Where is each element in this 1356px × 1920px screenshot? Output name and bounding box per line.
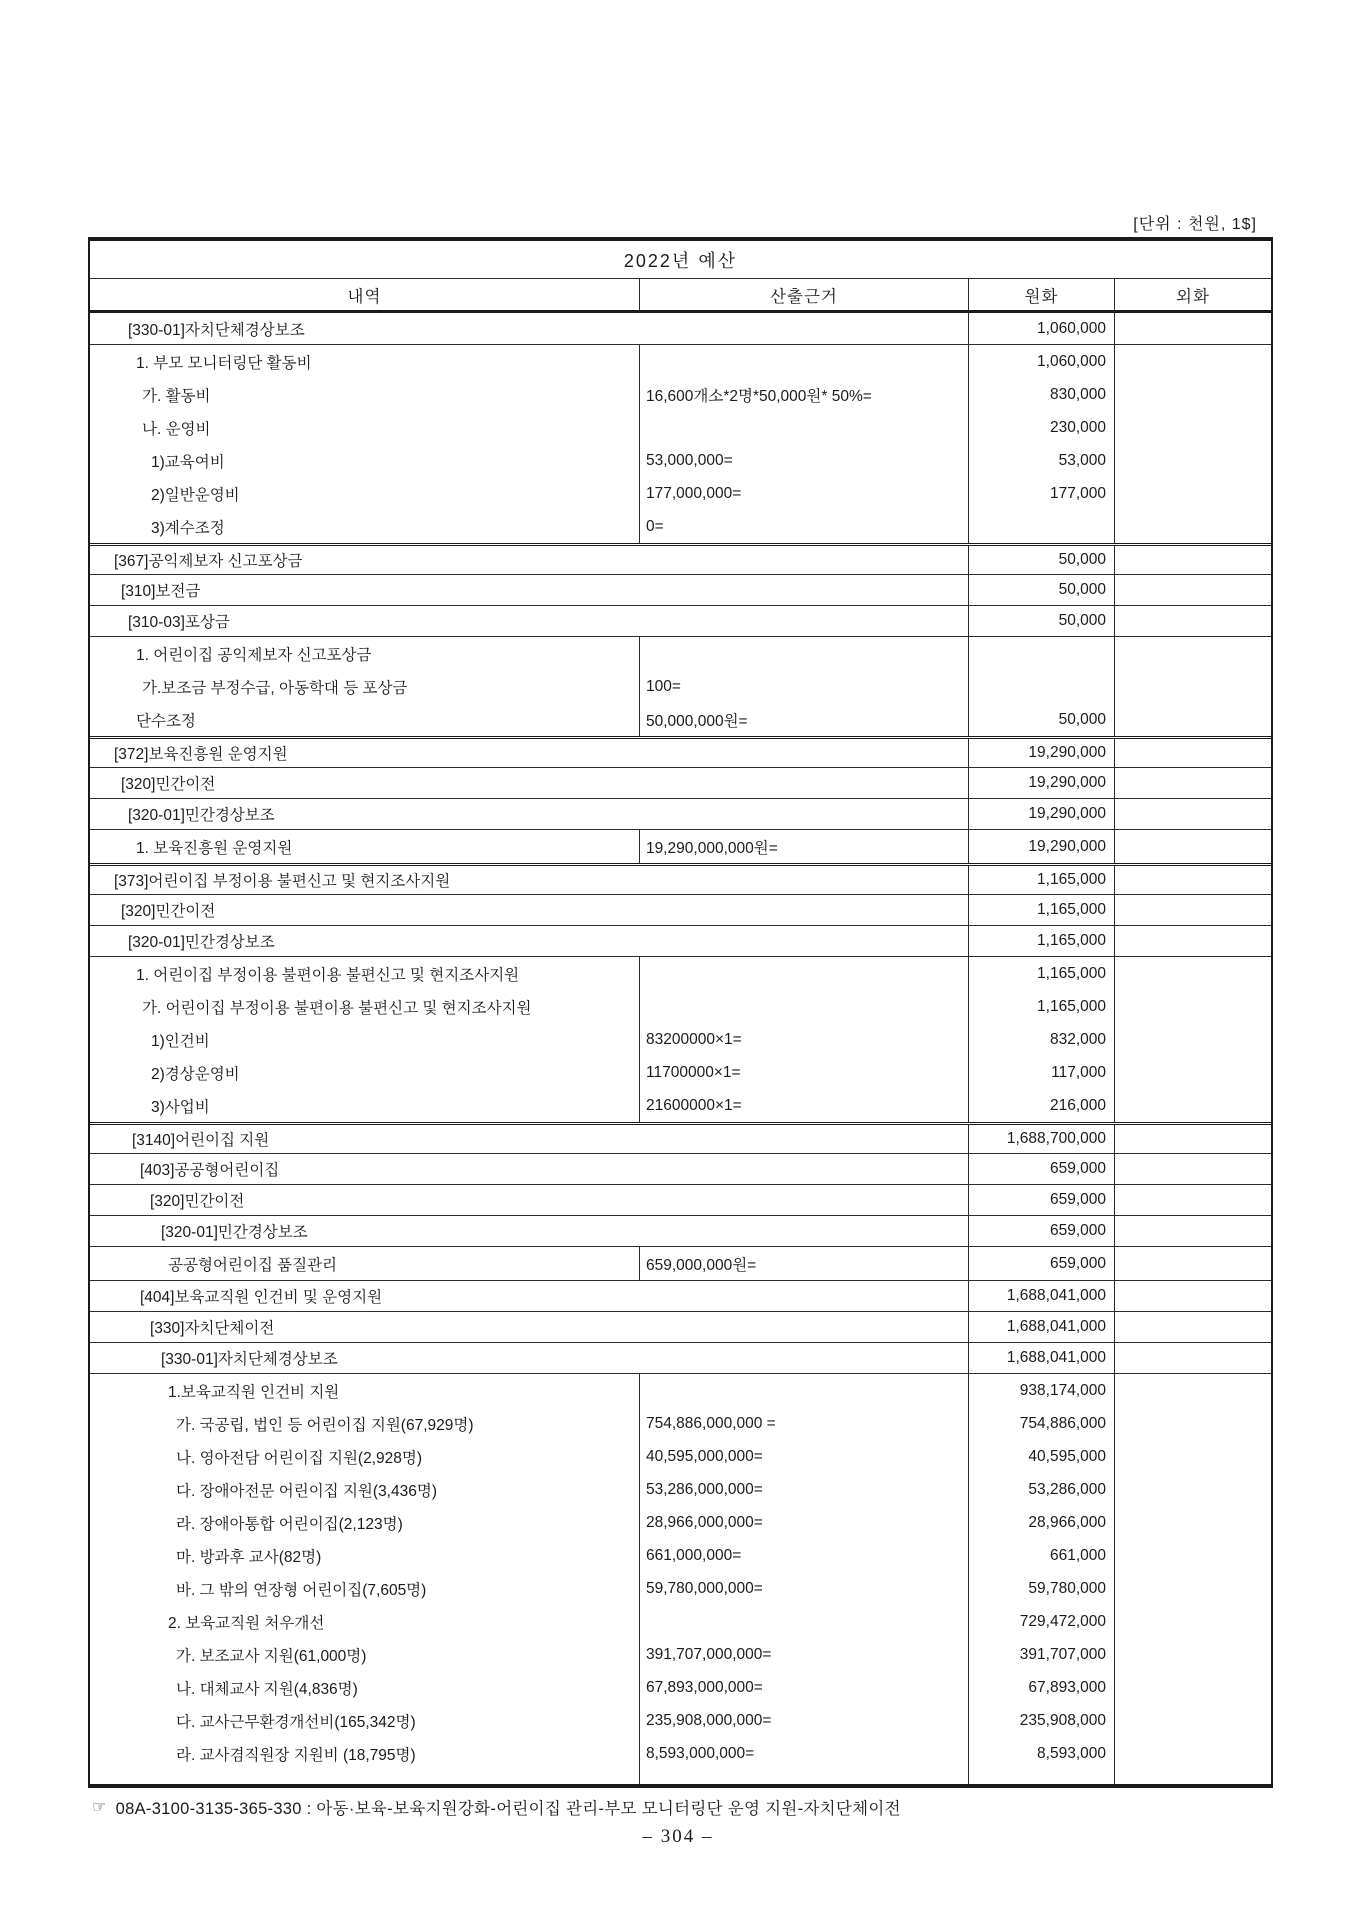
calculation-cell: 40,595,000,000= xyxy=(646,1447,763,1465)
table-row xyxy=(90,798,1271,829)
table-row xyxy=(90,894,1271,925)
krw-column xyxy=(968,637,1114,736)
krw-amount-cell: 177,000 xyxy=(1049,484,1106,502)
calculation-cell: 754,886,000,000 = xyxy=(646,1414,776,1432)
budget-table xyxy=(88,237,1273,1788)
column-header-detail: 내역 xyxy=(347,287,382,306)
calculation-cell: 100= xyxy=(646,677,681,695)
krw-amount-cell xyxy=(969,510,1114,543)
foreign-currency-column xyxy=(1114,830,1271,863)
calculation-column xyxy=(639,345,968,543)
row-label: [367]공익제보자 신고포상금 xyxy=(114,553,303,570)
foreign-currency-cell xyxy=(1114,313,1271,344)
table-row xyxy=(90,925,1271,956)
calculation-cell: 53,286,000,000= xyxy=(646,1480,763,1498)
krw-amount-cell: 53,286,000 xyxy=(1028,1480,1106,1498)
krw-amount-cell xyxy=(969,670,1114,703)
calculation-cell xyxy=(640,990,968,1023)
foreign-currency-cell xyxy=(1114,739,1271,767)
krw-column xyxy=(968,957,1114,1122)
item-label: 단수조정 xyxy=(136,712,196,730)
calculation-cell: 235,908,000,000= xyxy=(646,1711,772,1729)
krw-amount-cell: 659,000 xyxy=(1049,1254,1106,1272)
row-label: [320-01]민간경상보조 xyxy=(161,1224,308,1241)
calculation-cell: 28,966,000,000= xyxy=(646,1513,763,1531)
detail-column xyxy=(90,345,639,543)
calculation-cell xyxy=(640,345,968,378)
foreign-currency-cell xyxy=(1114,1343,1271,1373)
table-title: 2022년 예산 xyxy=(90,241,1271,279)
item-label: 공공형어린이집 품질관리 xyxy=(168,1256,338,1274)
krw-amount-cell: 729,472,000 xyxy=(1019,1612,1106,1630)
table-row xyxy=(90,1342,1271,1373)
column-header-foreign-currency: 외화 xyxy=(1114,279,1271,310)
foreign-currency-cell xyxy=(1114,1216,1271,1246)
foreign-currency-cell xyxy=(1114,866,1271,894)
item-label: 나. 운영비 xyxy=(142,420,211,438)
calculation-column xyxy=(639,830,968,863)
krw-amount-cell: 53,000 xyxy=(1058,451,1106,469)
krw-column xyxy=(968,830,1114,863)
krw-amount-cell: 938,174,000 xyxy=(1019,1381,1106,1399)
calculation-cell: 177,000,000= xyxy=(646,484,742,502)
krw-amount-cell: 659,000 xyxy=(968,1154,1114,1184)
row-label: [310-03]포상금 xyxy=(128,614,230,631)
item-label: 나. 대체교사 지원(4,836명) xyxy=(176,1680,358,1698)
foreign-currency-column xyxy=(1114,345,1271,543)
item-label: 1. 어린이집 공익제보자 신고포상금 xyxy=(136,646,372,664)
row-label: [3140]어린이집 지원 xyxy=(132,1132,270,1149)
calculation-column xyxy=(639,637,968,736)
foreign-currency-cell xyxy=(1114,1154,1271,1184)
calculation-cell: 11700000×1= xyxy=(646,1063,741,1081)
table-row xyxy=(90,1215,1271,1246)
item-label: 라. 교사겸직원장 지원비 (18,795명) xyxy=(176,1746,416,1764)
foreign-currency-cell xyxy=(1114,606,1271,636)
krw-amount-cell: 1,688,700,000 xyxy=(968,1125,1114,1153)
calculation-cell: 50,000,000원= xyxy=(646,712,748,730)
calculation-cell xyxy=(640,1374,968,1407)
page-number: – 304 – xyxy=(642,1826,714,1847)
foreign-currency-cell xyxy=(1114,768,1271,798)
table-row-group xyxy=(90,344,1271,543)
krw-column xyxy=(968,1247,1114,1280)
row-label: [320]민간이전 xyxy=(150,1193,245,1210)
item-label: 1.보육교직원 인건비 지원 xyxy=(168,1383,340,1401)
krw-amount-cell: 1,165,000 xyxy=(968,866,1114,894)
krw-amount-cell: 19,290,000 xyxy=(968,739,1114,767)
krw-amount-cell: 216,000 xyxy=(1049,1096,1106,1114)
krw-amount-cell: 1,060,000 xyxy=(968,313,1114,344)
calculation-cell: 659,000,000원= xyxy=(646,1256,757,1274)
calculation-cell: 8,593,000,000= xyxy=(646,1744,755,1762)
calculation-cell: 19,290,000,000원= xyxy=(646,839,778,857)
krw-amount-cell: 1,688,041,000 xyxy=(968,1343,1114,1373)
table-row xyxy=(90,313,1271,344)
detail-column xyxy=(90,957,639,1122)
table-row-group xyxy=(90,956,1271,1122)
foreign-currency-column xyxy=(1114,637,1271,736)
krw-amount-cell: 117,000 xyxy=(1051,1063,1106,1081)
table-row xyxy=(90,605,1271,636)
krw-amount-cell: 830,000 xyxy=(1049,385,1106,403)
krw-amount-cell: 1,165,000 xyxy=(1037,964,1106,982)
row-label: [403]공공형어린이집 xyxy=(140,1162,280,1179)
row-label: [310]보전금 xyxy=(121,583,201,600)
table-row xyxy=(90,736,1271,767)
detail-column xyxy=(90,830,639,863)
calculation-cell: 661,000,000= xyxy=(646,1546,742,1564)
calculation-cell: 21600000×1= xyxy=(646,1096,742,1114)
calculation-column xyxy=(639,1374,968,1784)
krw-amount-cell: 50,000 xyxy=(968,575,1114,605)
item-label: 마. 방과후 교사(82명) xyxy=(176,1548,322,1566)
row-label: [330-01]자치단체경상보조 xyxy=(161,1351,338,1368)
item-label: 다. 교사근무환경개선비(165,342명) xyxy=(176,1713,416,1731)
item-label: 가.보조금 부정수급, 아동학대 등 포상금 xyxy=(142,679,408,697)
item-label: 다. 장애아전문 어린이집 지원(3,436명) xyxy=(176,1482,437,1500)
item-label: 2)경상운영비 xyxy=(151,1065,240,1083)
krw-amount-cell: 59,780,000 xyxy=(1028,1579,1106,1597)
item-label: 1)인건비 xyxy=(151,1032,210,1050)
calculation-cell xyxy=(640,637,968,670)
foreign-currency-cell xyxy=(1114,1125,1271,1153)
krw-column xyxy=(968,345,1114,543)
calculation-cell: 0= xyxy=(646,517,664,535)
krw-amount-cell: 28,966,000 xyxy=(1028,1513,1106,1531)
row-label: [320-01]민간경상보조 xyxy=(128,934,275,951)
row-label: [320]민간이전 xyxy=(121,776,216,793)
krw-amount-cell: 1,165,000 xyxy=(968,926,1114,956)
item-label: 2. 보육교직원 처우개선 xyxy=(168,1614,325,1632)
table-row xyxy=(90,1122,1271,1153)
table-row xyxy=(90,767,1271,798)
krw-amount-cell: 659,000 xyxy=(968,1216,1114,1246)
krw-amount-cell: 754,886,000 xyxy=(1019,1414,1106,1432)
table-row xyxy=(90,574,1271,605)
detail-column xyxy=(90,1374,639,1784)
calculation-cell: 53,000,000= xyxy=(646,451,733,469)
item-label: 1. 부모 모니터링단 활동비 xyxy=(136,354,312,372)
krw-amount-cell: 1,060,000 xyxy=(1037,352,1106,370)
table-row-group xyxy=(90,1246,1271,1280)
table-row-group xyxy=(90,829,1271,863)
item-label: 2)일반운영비 xyxy=(151,486,240,504)
krw-amount-cell: 1,165,000 xyxy=(968,895,1114,925)
table-row xyxy=(90,1153,1271,1184)
detail-column xyxy=(90,637,639,736)
foreign-currency-cell xyxy=(1114,799,1271,829)
krw-amount-cell: 1,688,041,000 xyxy=(968,1312,1114,1342)
krw-amount-cell: 50,000 xyxy=(968,606,1114,636)
table-row-group xyxy=(90,636,1271,736)
foreign-currency-column xyxy=(1114,957,1271,1122)
item-label: 1)교육여비 xyxy=(151,453,225,471)
foreign-currency-cell xyxy=(1114,926,1271,956)
calculation-column xyxy=(639,957,968,1122)
krw-column xyxy=(968,1374,1114,1784)
table-header-row xyxy=(90,279,1271,313)
krw-amount-cell: 19,290,000 xyxy=(968,768,1114,798)
footnote xyxy=(92,1795,901,1819)
foreign-currency-cell xyxy=(1114,546,1271,574)
item-label: 가. 활동비 xyxy=(142,387,211,405)
item-label: 3)사업비 xyxy=(151,1098,210,1116)
table-row-group xyxy=(90,1373,1271,1784)
detail-column xyxy=(90,1247,639,1280)
column-header-calculation-basis: 산출근거 xyxy=(639,279,968,310)
table-row xyxy=(90,543,1271,574)
krw-amount-cell: 391,707,000 xyxy=(1019,1645,1106,1663)
krw-amount-cell: 19,290,000 xyxy=(1028,837,1106,855)
calculation-cell xyxy=(640,411,968,444)
item-label: 가. 보조교사 지원(61,000명) xyxy=(176,1647,367,1665)
row-label: [320]민간이전 xyxy=(121,903,216,920)
foreign-currency-cell xyxy=(1114,575,1271,605)
krw-amount-cell xyxy=(969,637,1114,670)
row-label: [404]보육교직원 인건비 및 운영지원 xyxy=(140,1289,383,1306)
item-label: 1. 어린이집 부정이용 불편이용 불편신고 및 현지조사지원 xyxy=(136,966,520,984)
krw-amount-cell: 235,908,000 xyxy=(1019,1711,1106,1729)
footnote-text: 08A-3100-3135-365-330 : 아동·보육-보육지원강화-어린이집 관리-부모 모니터링단 운영 지원-자치단체이전 xyxy=(115,1800,901,1818)
krw-amount-cell: 1,688,041,000 xyxy=(968,1281,1114,1311)
row-label: [330]자치단체이전 xyxy=(150,1320,275,1337)
calculation-cell: 67,893,000,000= xyxy=(646,1678,763,1696)
calculation-cell xyxy=(640,957,968,990)
krw-amount-cell: 50,000 xyxy=(968,546,1114,574)
row-label: [330-01]자치단체경상보조 xyxy=(128,321,305,339)
foreign-currency-cell xyxy=(1114,1281,1271,1311)
krw-amount-cell: 50,000 xyxy=(1058,710,1106,728)
item-label: 가. 국공립, 법인 등 어린이집 지원(67,929명) xyxy=(176,1416,474,1434)
item-label: 가. 어린이집 부정이용 불편이용 불편신고 및 현지조사지원 xyxy=(142,999,532,1017)
column-header-krw: 원화 xyxy=(968,279,1114,310)
table-row xyxy=(90,863,1271,894)
krw-amount-cell: 1,165,000 xyxy=(1037,997,1106,1015)
calculation-column xyxy=(639,1247,968,1280)
krw-amount-cell: 659,000 xyxy=(968,1185,1114,1215)
foreign-currency-cell xyxy=(1114,1312,1271,1342)
table-body xyxy=(90,313,1271,1784)
foreign-currency-cell xyxy=(1114,895,1271,925)
calculation-cell: 59,780,000,000= xyxy=(646,1579,763,1597)
row-label: [320-01]민간경상보조 xyxy=(128,807,275,824)
row-label: [373]어린이집 부정이용 불편신고 및 현지조사지원 xyxy=(114,873,451,890)
foreign-currency-cell xyxy=(1114,1185,1271,1215)
calculation-cell xyxy=(640,1605,968,1638)
foreign-currency-column xyxy=(1114,1374,1271,1784)
unit-label: [단위 : 천원, 1$] xyxy=(1133,216,1257,233)
calculation-cell: 16,600개소*2명*50,000원* 50%= xyxy=(646,387,872,405)
item-label: 3)계수조정 xyxy=(151,519,225,537)
calculation-cell: 83200000×1= xyxy=(646,1030,742,1048)
item-label: 나. 영아전담 어린이집 지원(2,928명) xyxy=(176,1449,423,1467)
row-label: [372]보육진흥원 운영지원 xyxy=(114,746,288,763)
krw-amount-cell: 19,290,000 xyxy=(968,799,1114,829)
krw-amount-cell: 832,000 xyxy=(1049,1030,1106,1048)
krw-amount-cell: 661,000 xyxy=(1049,1546,1106,1564)
table-row xyxy=(90,1311,1271,1342)
table-row xyxy=(90,1280,1271,1311)
krw-amount-cell: 40,595,000 xyxy=(1028,1447,1106,1465)
table-row xyxy=(90,1184,1271,1215)
calculation-cell: 391,707,000,000= xyxy=(646,1645,772,1663)
item-label: 라. 장애아통합 어린이집(2,123명) xyxy=(176,1515,403,1533)
item-label: 바. 그 밖의 연장형 어린이집(7,605명) xyxy=(176,1581,427,1599)
krw-amount-cell: 67,893,000 xyxy=(1028,1678,1106,1696)
foreign-currency-column xyxy=(1114,1247,1271,1280)
item-label: 1. 보육진흥원 운영지원 xyxy=(136,839,293,857)
krw-amount-cell: 8,593,000 xyxy=(1037,1744,1106,1762)
krw-amount-cell: 230,000 xyxy=(1049,418,1106,436)
pointing-hand-icon: ☞ xyxy=(92,1799,107,1816)
